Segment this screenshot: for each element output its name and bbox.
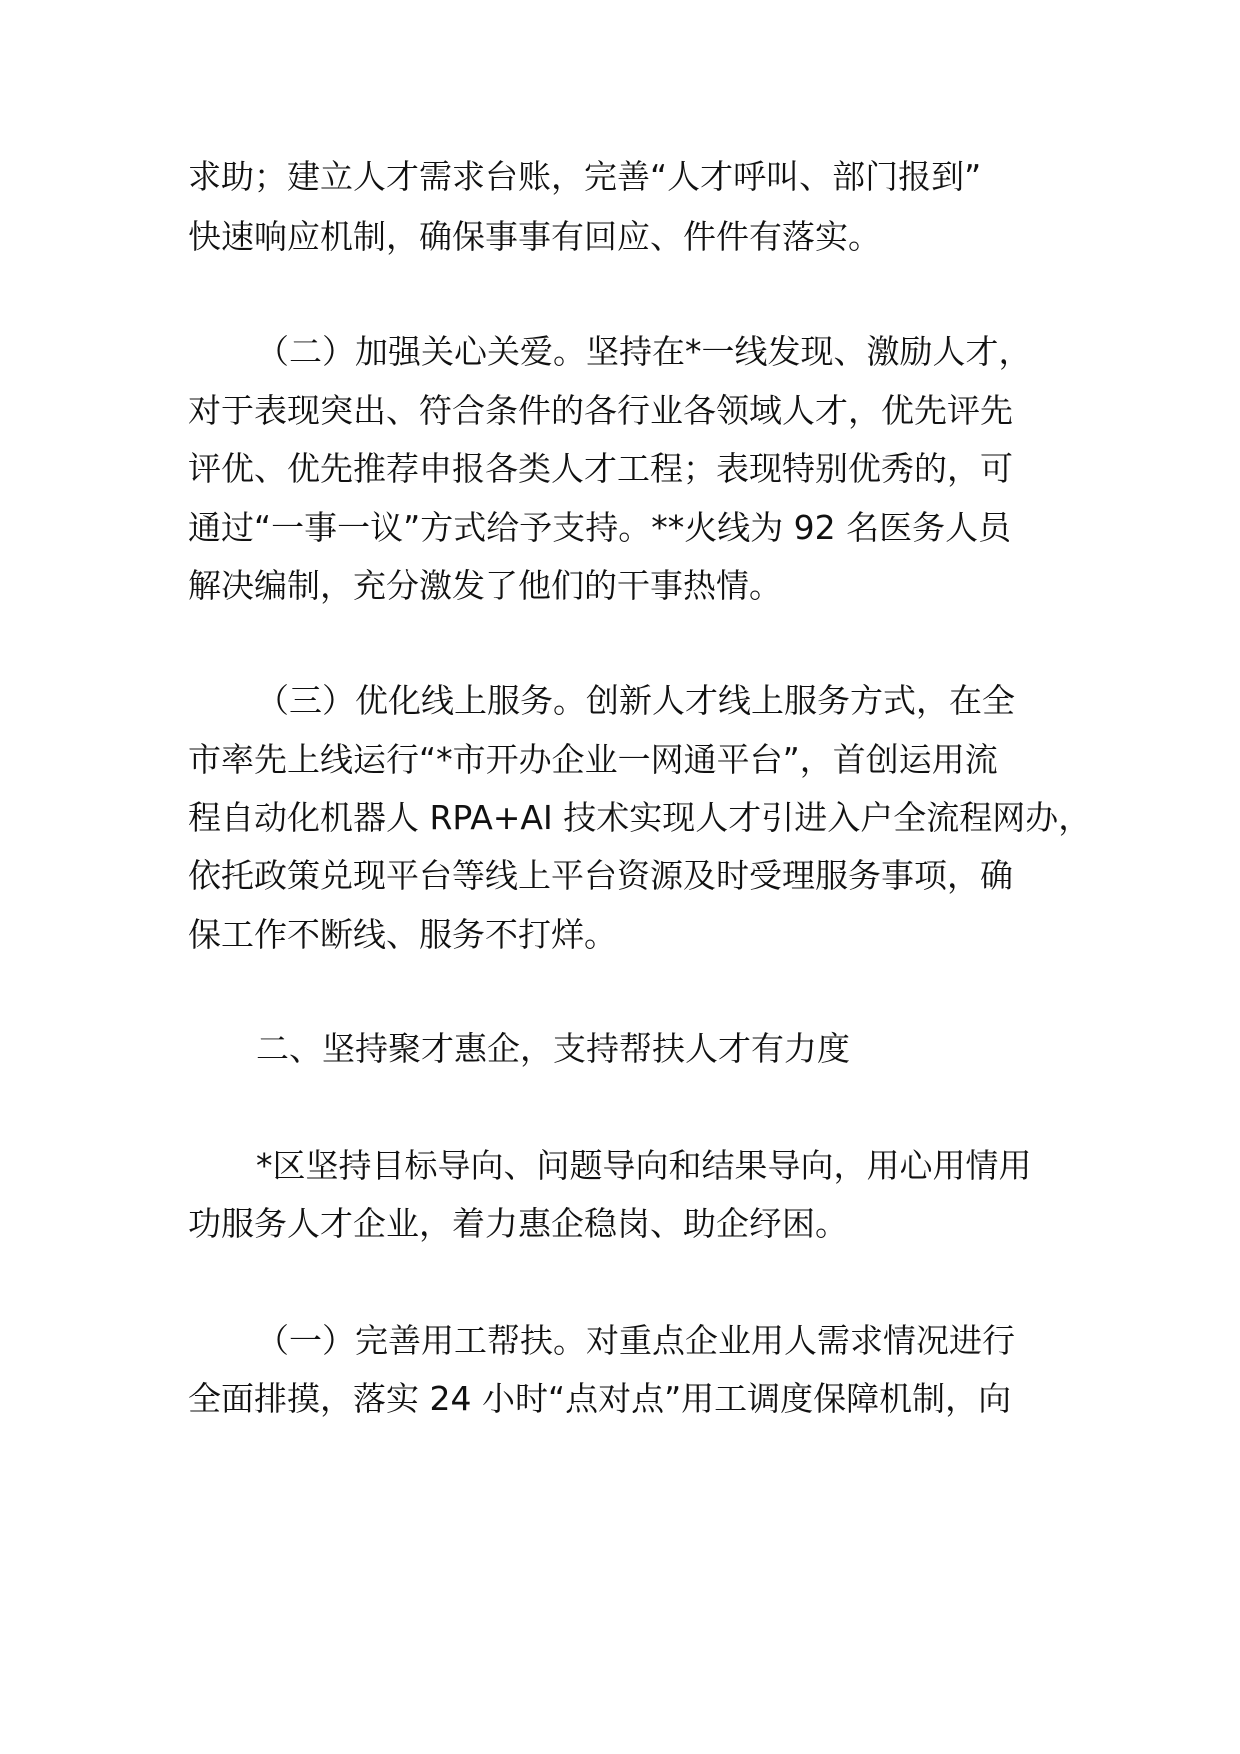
paragraph-line: 求助；建立人才需求台账，完善“人才呼叫、部门报到” xyxy=(188,157,982,196)
paragraph-line: 快速响应机制，确保事事有回应、件件有落实。 xyxy=(188,217,881,256)
paragraph-line: 依托政策兑现平台等线上平台资源及时受理服务事项，确 xyxy=(188,856,1013,895)
paragraph-line: 程自动化机器人 RPA+AI 技术实现人才引进入户全流程网办， xyxy=(188,798,1092,837)
paragraph-line: 保工作不断线、服务不打烊。 xyxy=(188,915,617,954)
paragraph-line: 市率先上线运行“*市开办企业一网通平台”，首创运用流 xyxy=(188,740,998,779)
paragraph-line: 全面排摸，落实 24 小时“点对点”用工调度保障机制，向 xyxy=(188,1379,1012,1418)
section-heading-line: （二）加强关心关爱。坚持在*一线发现、激励人才， xyxy=(256,332,1032,371)
paragraph-line: 解决编制，充分激发了他们的干事热情。 xyxy=(188,566,782,605)
paragraph-line: 通过“一事一议”方式给予支持。**火线为 92 名医务人员 xyxy=(188,508,1012,547)
section-heading-line: （三）优化线上服务。创新人才线上服务方式，在全 xyxy=(256,681,1015,720)
paragraph-line: 对于表现突出、符合条件的各行业各领域人才，优先评先 xyxy=(188,391,1013,430)
paragraph-line: *区坚持目标导向、问题导向和结果导向，用心用情用 xyxy=(256,1146,1032,1185)
paragraph-line: 功服务人才企业，着力惠企稳岗、助企纾困。 xyxy=(188,1204,848,1243)
section-heading-line: （一）完善用工帮扶。对重点企业用人需求情况进行 xyxy=(256,1321,1015,1360)
chapter-heading: 二、坚持聚才惠企，支持帮扶人才有力度 xyxy=(256,1029,850,1068)
paragraph-line: 评优、优先推荐申报各类人才工程；表现特别优秀的，可 xyxy=(188,449,1013,488)
